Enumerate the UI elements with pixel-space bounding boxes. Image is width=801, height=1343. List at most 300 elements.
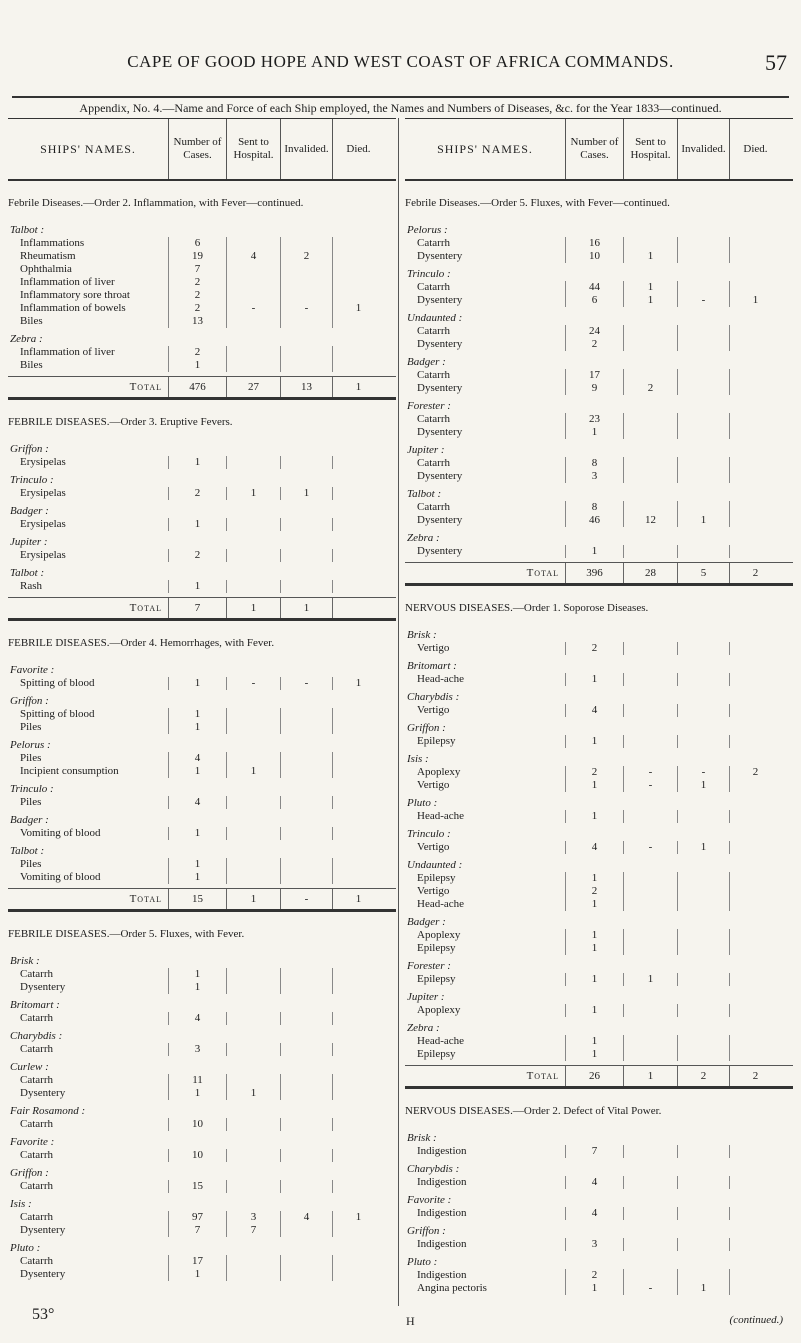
disease-name: Erysipelas (20, 549, 66, 561)
col-sent-to-hospital: Sent to Hospital. (226, 119, 280, 179)
cases-cell: 3 (168, 1043, 226, 1056)
died-cell (729, 898, 781, 911)
invalided-cell: - (677, 766, 729, 779)
table-row (8, 237, 396, 250)
invalided-cell (280, 871, 332, 884)
table-row (8, 1149, 396, 1162)
died-cell (332, 289, 384, 302)
disease-name: Vomiting of blood (20, 827, 101, 839)
died-cell (729, 973, 781, 986)
invalided-cell: 1 (280, 487, 332, 500)
table-row (8, 1211, 396, 1224)
disease-section (8, 410, 396, 621)
hospital-cell (623, 1035, 677, 1048)
died-cell (729, 673, 781, 686)
disease-section (405, 596, 793, 1089)
hospital-cell (623, 1004, 677, 1017)
hospital-cell (226, 858, 280, 871)
ship-name: Trinculo : (10, 474, 54, 486)
cases-cell: 4 (565, 704, 623, 717)
cases-cell: 7 (168, 1224, 226, 1237)
ship-name: Pelorus : (407, 224, 448, 236)
cases-cell: 2 (168, 487, 226, 500)
hospital-cell: 4 (226, 250, 280, 263)
hospital-cell: - (623, 779, 677, 792)
table-row (8, 796, 396, 809)
table-row (8, 677, 396, 690)
hospital-cell (226, 518, 280, 531)
ship-name: Jupiter : (407, 444, 445, 456)
ship-name: Britomart : (10, 999, 60, 1011)
died-cell (729, 250, 781, 263)
ship-name: Britomart : (407, 660, 457, 672)
total-hospital: 1 (226, 889, 280, 909)
invalided-cell (677, 237, 729, 250)
col-invalided: Invalided. (677, 119, 729, 179)
disease-name: Dysentery (417, 545, 463, 557)
invalided-cell (280, 981, 332, 994)
ship-name: Pluto : (407, 797, 438, 809)
cases-cell: 2 (168, 276, 226, 289)
disease-name: Catarrh (20, 1118, 53, 1130)
table-row (405, 1035, 793, 1048)
table-row (8, 302, 396, 315)
table-row (8, 708, 396, 721)
ship-name: Trinculo : (407, 828, 451, 840)
cases-cell: 1 (565, 973, 623, 986)
disease-name: Inflammation of liver (20, 346, 115, 358)
cases-cell: 8 (565, 457, 623, 470)
disease-name: Dysentery (417, 382, 463, 394)
disease-name: Dysentery (20, 1224, 66, 1236)
ship-name: Talbot : (10, 224, 45, 236)
hospital-cell (623, 369, 677, 382)
disease-name: Dysentery (20, 1087, 66, 1099)
disease-name: Dysentery (417, 426, 463, 438)
col-died: Died. (729, 119, 781, 179)
hospital-cell (226, 263, 280, 276)
ship-name: Talbot : (10, 845, 45, 857)
total-label: Total (129, 893, 162, 905)
disease-name: Catarrh (20, 1043, 53, 1055)
right-table (405, 118, 793, 1295)
disease-name: Vertigo (417, 779, 450, 791)
died-cell (332, 487, 384, 500)
disease-name: Catarrh (417, 457, 450, 469)
cases-cell: 2 (168, 549, 226, 562)
ship-name: Undaunted : (407, 859, 463, 871)
hospital-cell (623, 1176, 677, 1189)
hospital-cell: 1 (226, 765, 280, 778)
table-row (405, 929, 793, 942)
hospital-cell: 1 (623, 294, 677, 307)
cases-cell: 1 (565, 545, 623, 558)
died-cell (332, 1074, 384, 1087)
ship-name: Griffon : (10, 695, 49, 707)
died-cell (332, 796, 384, 809)
disease-name: Indigestion (417, 1269, 467, 1281)
died-cell (332, 1012, 384, 1025)
ship-name: Zebra : (10, 333, 43, 345)
cases-cell: 1 (168, 968, 226, 981)
ship-name: Pluto : (407, 1256, 438, 1268)
hospital-cell (226, 968, 280, 981)
died-cell (332, 721, 384, 734)
invalided-cell (677, 929, 729, 942)
table-row (405, 1176, 793, 1189)
died-cell (729, 735, 781, 748)
cases-cell: 1 (565, 810, 623, 823)
invalided-cell (280, 1012, 332, 1025)
hospital-cell: - (226, 302, 280, 315)
died-cell (332, 1268, 384, 1281)
invalided-cell (280, 752, 332, 765)
table-row (8, 1087, 396, 1100)
cases-cell: 4 (565, 841, 623, 854)
table-row (405, 338, 793, 351)
table-row (405, 281, 793, 294)
died-cell: 1 (332, 302, 384, 315)
ship-name: Jupiter : (10, 536, 48, 548)
ship-name: Pluto : (10, 1242, 41, 1254)
total-invalided: - (280, 889, 332, 909)
invalided-cell (280, 1149, 332, 1162)
table-row (405, 1145, 793, 1158)
hospital-cell (623, 810, 677, 823)
table-row (405, 673, 793, 686)
table-row (8, 752, 396, 765)
table-row (405, 1269, 793, 1282)
died-cell (332, 708, 384, 721)
table-row (405, 413, 793, 426)
cases-cell: 15 (168, 1180, 226, 1193)
ship-name: Fair Rosamond : (10, 1105, 86, 1117)
invalided-cell (280, 263, 332, 276)
table-row (8, 871, 396, 884)
cases-cell: 1 (168, 1087, 226, 1100)
table-row (405, 237, 793, 250)
invalided-cell (677, 281, 729, 294)
cases-cell: 1 (168, 981, 226, 994)
died-cell (332, 315, 384, 328)
total-label: Total (129, 602, 162, 614)
died-cell (729, 642, 781, 655)
died-cell (332, 1180, 384, 1193)
cases-cell: 4 (168, 1012, 226, 1025)
hospital-cell (226, 1149, 280, 1162)
total-label: Total (129, 381, 162, 393)
disease-name: Incipient consumption (20, 765, 119, 777)
total-hospital: 1 (226, 598, 280, 618)
left-table (8, 118, 396, 1281)
disease-name: Inflammatory sore throat (20, 289, 130, 301)
table-row (405, 1004, 793, 1017)
died-cell (332, 765, 384, 778)
invalided-cell (280, 827, 332, 840)
invalided-cell (280, 1118, 332, 1131)
cases-cell: 1 (565, 1048, 623, 1061)
hospital-cell: 1 (226, 487, 280, 500)
disease-section (405, 1099, 793, 1295)
cases-cell: 1 (565, 942, 623, 955)
left-table-body (8, 191, 396, 1281)
table-row (8, 518, 396, 531)
invalided-cell (677, 1004, 729, 1017)
hospital-cell (623, 237, 677, 250)
cases-cell: 1 (168, 677, 226, 690)
ship-name: Favorite : (10, 664, 55, 676)
ship-name: Favorite : (10, 1136, 55, 1148)
died-cell (332, 1224, 384, 1237)
invalided-cell (280, 796, 332, 809)
invalided-cell (677, 369, 729, 382)
disease-name: Vertigo (417, 704, 450, 716)
ship-name: Forester : (407, 400, 451, 412)
invalided-cell (677, 1048, 729, 1061)
invalided-cell: - (677, 294, 729, 307)
died-cell (332, 968, 384, 981)
section-title: FEBRILE DISEASES.—Order 4. Hemorrhages, with Fever. (8, 637, 275, 649)
disease-name: Catarrh (20, 1255, 53, 1267)
table-row (405, 501, 793, 514)
table-row (405, 704, 793, 717)
invalided-cell (677, 545, 729, 558)
invalided-cell: 1 (677, 514, 729, 527)
invalided-cell (677, 942, 729, 955)
cases-cell: 19 (168, 250, 226, 263)
table-row (8, 1268, 396, 1281)
cases-cell: 1 (168, 1268, 226, 1281)
cases-cell: 10 (565, 250, 623, 263)
disease-section (8, 631, 396, 912)
hospital-cell: 1 (623, 281, 677, 294)
footer-continued: (continued.) (729, 1314, 783, 1326)
died-cell (332, 858, 384, 871)
col-ships-names: SHIPS' NAMES. (437, 141, 533, 156)
disease-name: Dysentery (20, 981, 66, 993)
section-title: FEBRILE DISEASES.—Order 3. Eruptive Fevers. (8, 416, 233, 428)
hospital-cell: - (623, 766, 677, 779)
cases-cell: 1 (565, 673, 623, 686)
cases-cell: 1 (565, 1282, 623, 1295)
table-row (405, 885, 793, 898)
disease-name: Catarrh (20, 1149, 53, 1161)
died-cell (729, 470, 781, 483)
invalided-cell (677, 250, 729, 263)
hospital-cell (623, 545, 677, 558)
disease-name: Biles (20, 315, 43, 327)
cases-cell: 2 (565, 1269, 623, 1282)
died-cell (332, 871, 384, 884)
died-cell (332, 518, 384, 531)
table-row (405, 898, 793, 911)
died-cell (332, 1255, 384, 1268)
cases-cell: 24 (565, 325, 623, 338)
died-cell (332, 752, 384, 765)
ship-name: Isis : (407, 753, 429, 765)
table-row (8, 827, 396, 840)
died-cell (729, 841, 781, 854)
disease-name: Dysentery (417, 470, 463, 482)
hospital-cell (226, 346, 280, 359)
hospital-cell: 12 (623, 514, 677, 527)
table-row (405, 1238, 793, 1251)
died-cell (729, 942, 781, 955)
ship-name: Jupiter : (407, 991, 445, 1003)
right-table-body (405, 191, 793, 1295)
invalided-cell (677, 673, 729, 686)
hospital-cell (623, 457, 677, 470)
disease-name: Apoplexy (417, 1004, 461, 1016)
disease-name: Indigestion (417, 1207, 467, 1219)
table-row (405, 779, 793, 792)
disease-name: Dysentery (20, 1268, 66, 1280)
table-row (8, 346, 396, 359)
table-row (8, 765, 396, 778)
disease-name: Spitting of blood (20, 708, 95, 720)
cases-cell: 1 (565, 779, 623, 792)
cases-cell: 1 (565, 929, 623, 942)
hospital-cell (226, 359, 280, 372)
died-cell (729, 501, 781, 514)
invalided-cell (280, 708, 332, 721)
table-row (405, 642, 793, 655)
disease-section (8, 922, 396, 1281)
ship-name: Isis : (10, 1198, 32, 1210)
cases-cell: 10 (168, 1149, 226, 1162)
disease-name: Catarrh (20, 1074, 53, 1086)
died-cell (332, 456, 384, 469)
died-cell (729, 545, 781, 558)
invalided-cell (677, 413, 729, 426)
disease-name: Indigestion (417, 1238, 467, 1250)
cases-cell: 23 (565, 413, 623, 426)
died-cell (332, 1043, 384, 1056)
died-cell (729, 237, 781, 250)
table-row (8, 263, 396, 276)
ship-name: Griffon : (10, 1167, 49, 1179)
table-row (8, 721, 396, 734)
cases-cell: 1 (168, 708, 226, 721)
table-row (405, 250, 793, 263)
hospital-cell (623, 885, 677, 898)
died-cell (729, 281, 781, 294)
disease-section (405, 191, 793, 586)
hospital-cell (226, 708, 280, 721)
cases-cell: 2 (168, 346, 226, 359)
table-row (405, 325, 793, 338)
hospital-cell: 7 (226, 1224, 280, 1237)
col-number-of-cases: Number of Cases. (565, 119, 623, 179)
total-label: Total (526, 1070, 559, 1082)
cases-cell: 97 (168, 1211, 226, 1224)
died-cell (332, 1087, 384, 1100)
invalided-cell (677, 382, 729, 395)
invalided-cell (677, 704, 729, 717)
total-cases: 15 (168, 889, 226, 909)
cases-cell: 4 (168, 752, 226, 765)
hospital-cell (226, 752, 280, 765)
table-row (8, 315, 396, 328)
hospital-cell (623, 1269, 677, 1282)
invalided-cell: - (280, 677, 332, 690)
disease-name: Rash (20, 580, 42, 592)
died-cell (729, 457, 781, 470)
invalided-cell (280, 858, 332, 871)
disease-name: Dysentery (417, 294, 463, 306)
ship-name: Undaunted : (407, 312, 463, 324)
invalided-cell (677, 457, 729, 470)
died-cell (332, 359, 384, 372)
hospital-cell (226, 456, 280, 469)
table-row (8, 1255, 396, 1268)
disease-name: Catarrh (20, 968, 53, 980)
died-cell (729, 1282, 781, 1295)
died-cell (332, 263, 384, 276)
invalided-cell (280, 359, 332, 372)
table-row (405, 1282, 793, 1295)
total-died: 1 (332, 889, 384, 909)
disease-name: Epilepsy (417, 1048, 456, 1060)
total-invalided: 2 (677, 1066, 729, 1086)
table-row (405, 810, 793, 823)
invalided-cell (280, 968, 332, 981)
cases-cell: 17 (565, 369, 623, 382)
invalided-cell (280, 456, 332, 469)
ship-name: Badger : (10, 505, 49, 517)
table-row (405, 1207, 793, 1220)
died-cell (729, 779, 781, 792)
ship-name: Brisk : (407, 1132, 437, 1144)
cases-cell: 1 (168, 580, 226, 593)
died-cell (729, 810, 781, 823)
died-cell (729, 1238, 781, 1251)
total-invalided: 13 (280, 377, 332, 397)
hospital-cell (226, 1268, 280, 1281)
page-header (0, 0, 801, 75)
disease-name: Apoplexy (417, 929, 461, 941)
disease-name: Epilepsy (417, 735, 456, 747)
total-died: 2 (729, 1066, 781, 1086)
invalided-cell (677, 1238, 729, 1251)
table-row (405, 942, 793, 955)
disease-name: Indigestion (417, 1145, 467, 1157)
disease-name: Rheumatism (20, 250, 76, 262)
cases-cell: 1 (565, 1035, 623, 1048)
died-cell (729, 704, 781, 717)
total-hospital: 28 (623, 563, 677, 583)
disease-name: Inflammation of bowels (20, 302, 126, 314)
disease-name: Head-ache (417, 810, 465, 822)
table-row (8, 487, 396, 500)
died-cell (729, 1207, 781, 1220)
cases-cell: 1 (168, 871, 226, 884)
died-cell (332, 1118, 384, 1131)
ship-name: Charybdis : (10, 1030, 63, 1042)
total-cases: 7 (168, 598, 226, 618)
died-cell (332, 237, 384, 250)
died-cell (332, 549, 384, 562)
table-row (405, 294, 793, 307)
invalided-cell (280, 276, 332, 289)
table-row (8, 359, 396, 372)
table-row (405, 514, 793, 527)
ship-name: Favorite : (407, 1194, 452, 1206)
hospital-cell: 2 (623, 382, 677, 395)
died-cell (729, 1048, 781, 1061)
hospital-cell (226, 1118, 280, 1131)
hospital-cell (623, 501, 677, 514)
